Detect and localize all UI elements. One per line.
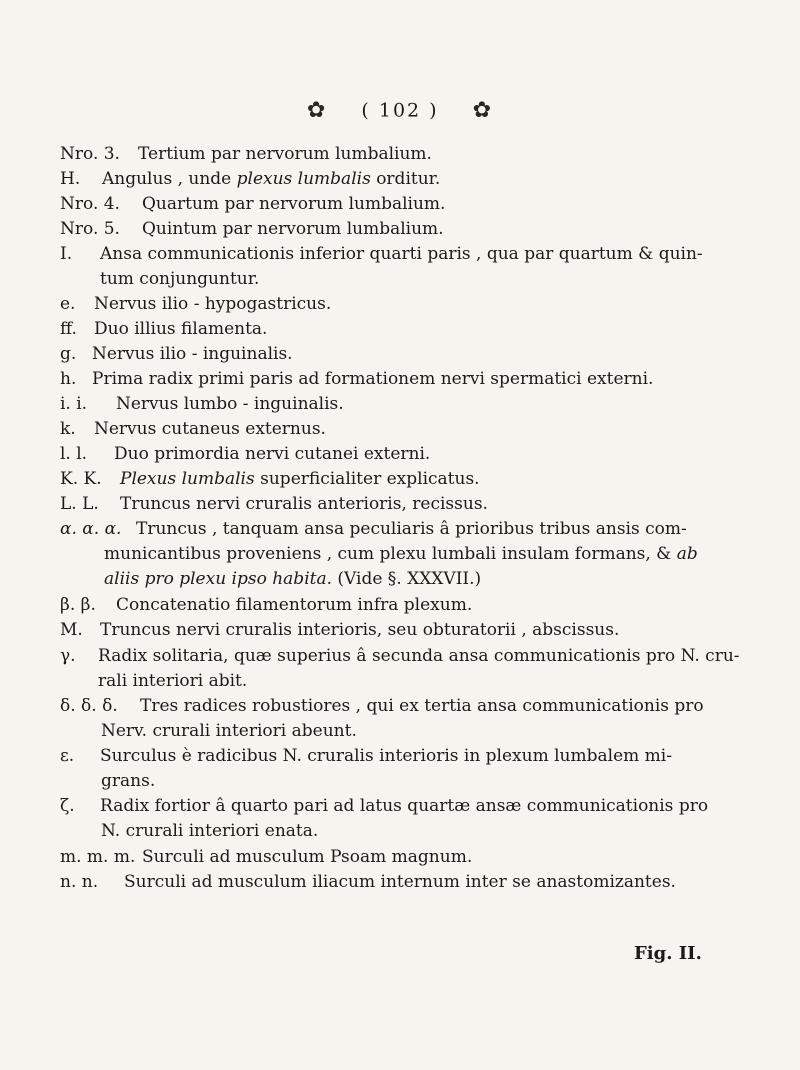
entry-key: g. [60, 344, 77, 364]
entry-key: β. β. [60, 595, 96, 615]
entry-text: Duo primordia nervi cutanei externi. [114, 444, 431, 464]
entry-text: Duo illius filamenta. [94, 319, 268, 339]
entry-key: m. m. m. [60, 847, 136, 867]
entry-key: h. [60, 369, 77, 389]
legend-entry-delta [60, 694, 750, 719]
entry-key: γ. [60, 646, 76, 666]
entry-text: Prima radix primi paris ad formationem nervi spermatici externi. [92, 369, 654, 389]
entry-text: Truncus nervi cruralis anterioris, recissus. [120, 494, 488, 514]
legend-entry-gamma-continuation: rali interiori abit. [98, 671, 248, 691]
legend-entry-i-continuation: tum conjunguntur. [100, 269, 260, 289]
entry-key: Nro. 4. [60, 194, 120, 214]
ornament-right-icon: ✿ [472, 98, 494, 123]
entry-text: Concatenatio filamentorum infra plexum. [116, 595, 473, 615]
legend-entry-gamma [60, 644, 750, 669]
entry-key: H. [60, 169, 81, 189]
legend-entry-n-n [60, 870, 750, 895]
legend-entry-zeta [60, 794, 750, 819]
entry-key: e. [60, 294, 76, 314]
entry-text: Nervus cutaneus externus. [94, 419, 326, 439]
legend-entry-alpha-continuation [104, 542, 698, 567]
entry-text: Surculi ad musculum Psoam magnum. [142, 847, 473, 867]
legend-entry-nro-3 [60, 142, 750, 167]
entry-key: M. [60, 620, 83, 640]
entry-text: Surculus è radicibus N. cruralis interioris in plexum lumbalem mi- [100, 746, 672, 766]
legend-entry-m-m-m [60, 845, 750, 870]
continuation-italic: aliis pro plexu ipso habita. [104, 569, 332, 589]
legend-entry-alpha [60, 517, 750, 542]
continuation-text: (Vide §. XXXVII.) [332, 569, 482, 589]
continuation-text: municantibus proveniens , cum plexu lumbali insulam formans, & [104, 544, 672, 564]
entry-text: Truncus , tanquam ansa peculiaris â prioribus tribus ansis com- [136, 519, 687, 539]
legend-entry-i [60, 242, 750, 267]
entry-text: Quintum par nervorum lumbalium. [142, 219, 444, 239]
entry-text: Tres radices robustiores , qui ex tertia ansa communicationis pro [140, 696, 704, 716]
entry-key: K. K. [60, 469, 102, 489]
entry-text-tail: superficialiter explicatus. [254, 469, 480, 489]
legend-entry-e [60, 292, 750, 317]
legend-entry-g [60, 342, 750, 367]
entry-text: Ansa communicationis inferior quarti paris , qua par quartum & quin- [100, 244, 703, 264]
legend-entry-zeta-continuation: N. crurali interiori enata. [101, 821, 319, 841]
entry-key: l. l. [60, 444, 88, 464]
entry-key: Nro. 5. [60, 219, 120, 239]
legend-entry-kk [60, 467, 750, 492]
legend-entry-m [60, 618, 750, 643]
entry-text: Quartum par nervorum lumbalium. [142, 194, 446, 214]
legend-entry-ll [60, 492, 750, 517]
ornament-left-icon: ✿ [306, 98, 328, 123]
legend-entry-l-l [60, 442, 750, 467]
entry-text: Radix fortior â quarto pari ad latus quartæ ansæ communicationis pro [100, 796, 709, 816]
entry-text: Radix solitaria, quæ superius â secunda ansa communicationis pro N. cru- [98, 646, 740, 666]
legend-entry-epsilon-continuation: grans. [101, 771, 156, 791]
entry-text: Angulus , unde [102, 169, 237, 189]
entry-key: δ. δ. δ. [60, 696, 118, 716]
legend-entry-beta [60, 593, 750, 618]
legend-entry-i-i [60, 392, 750, 417]
entry-text-italic: Plexus lumbalis [120, 469, 255, 489]
legend-entry-alpha-continuation-2 [104, 567, 481, 592]
legend-entry-k [60, 417, 750, 442]
continuation-italic: ab [671, 544, 698, 564]
legend-entry-nro-4 [60, 192, 750, 217]
entry-text-italic: plexus lumbalis [236, 169, 371, 189]
entry-key: L. L. [60, 494, 99, 514]
entry-key: n. n. [60, 872, 99, 892]
entry-text: Truncus nervi cruralis interioris, seu obturatorii , abscissus. [100, 620, 620, 640]
entry-key: ε. [60, 746, 75, 766]
entry-key: k. [60, 419, 76, 439]
entry-text: Tertium par nervorum lumbalium. [138, 144, 432, 164]
entry-text: Nervus lumbo - inguinalis. [116, 394, 344, 414]
entry-text: Nervus ilio - hypogastricus. [94, 294, 332, 314]
page-number: ( 102 ) [361, 99, 439, 122]
page-header [0, 98, 800, 123]
entry-key: α. α. α. [60, 519, 122, 539]
legend-entry-nro-5 [60, 217, 750, 242]
legend-entry-h-lower [60, 367, 750, 392]
legend-entry-epsilon [60, 744, 750, 769]
entry-text-tail: orditur. [370, 169, 441, 189]
entry-key: ζ. [60, 796, 75, 816]
catchword: Fig. II. [634, 943, 702, 964]
legend-entry-h [60, 167, 750, 192]
legend-entry-delta-continuation: Nerv. crurali interiori abeunt. [101, 721, 357, 741]
entry-text: Surculi ad musculum iliacum internum inter se anastomizantes. [124, 872, 676, 892]
entry-key: i. i. [60, 394, 88, 414]
entry-key: Nro. 3. [60, 144, 120, 164]
entry-key: ff. [60, 319, 77, 339]
legend-entry-ff [60, 317, 750, 342]
entry-text: Nervus ilio - inguinalis. [92, 344, 293, 364]
entry-key: I. [60, 244, 73, 264]
